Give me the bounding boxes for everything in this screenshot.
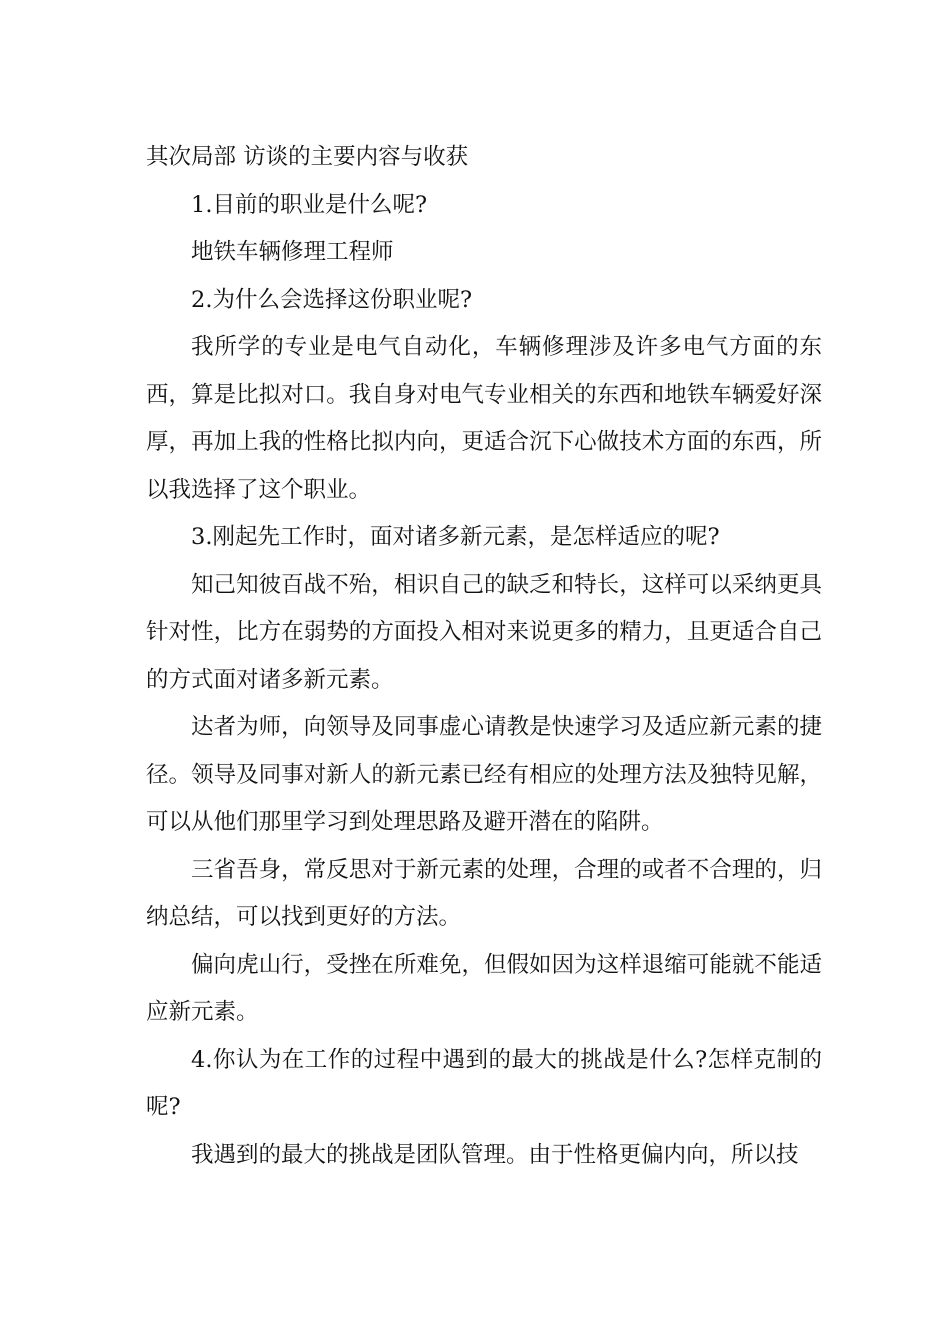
answer-3-part-3: 三省吾身，常反思对于新元素的处理，合理的或者不合理的，归纳总结，可以找到更好的方法。: [146, 856, 822, 930]
question-2: 2.为什么会选择这份职业呢?: [191, 286, 473, 313]
answer-2: 我所学的专业是电气自动化，车辆修理涉及许多电气方面的东西，算是比拟对口。我自身对电气专业相关的东西和地铁车辆爱好深厚，再加上我的性格比拟内向，更适合沉下心做技术方面的东西，所以我选择了这个职业。: [146, 334, 822, 503]
question-4: 4.你认为在工作的过程中遇到的最大的挑战是什么?怎样克制的呢?: [146, 1046, 822, 1120]
answer-3-part-1: 知己知彼百战不殆，相识自己的缺乏和特长，这样可以采纳更具针对性，比方在弱势的方面投入相对来说更多的精力，且更适合自己的方式面对诸多新元素。: [146, 571, 822, 693]
section-heading: 其次局部 访谈的主要内容与收获: [146, 144, 469, 170]
question-1: 1.目前的职业是什么呢?: [191, 191, 428, 218]
answer-3-part-4: 偏向虎山行，受挫在所难免，但假如因为这样退缩可能就不能适应新元素。: [146, 951, 822, 1025]
answer-1: 地铁车辆修理工程师: [191, 239, 394, 265]
answer-3-part-2: 达者为师，向领导及同事虚心请教是快速学习及适应新元素的捷径。领导及同事对新人的新元素已经有相应的处理方法及独特见解，可以从他们那里学习到处理思路及避开潜在的陷阱。: [146, 714, 822, 835]
answer-4: 我遇到的最大的挑战是团队管理。由于性格更偏内向，所以技: [191, 1141, 799, 1168]
document-body: [146, 134, 822, 1179]
question-3: 3.刚起先工作时，面对诸多新元素，是怎样适应的呢?: [191, 524, 720, 550]
